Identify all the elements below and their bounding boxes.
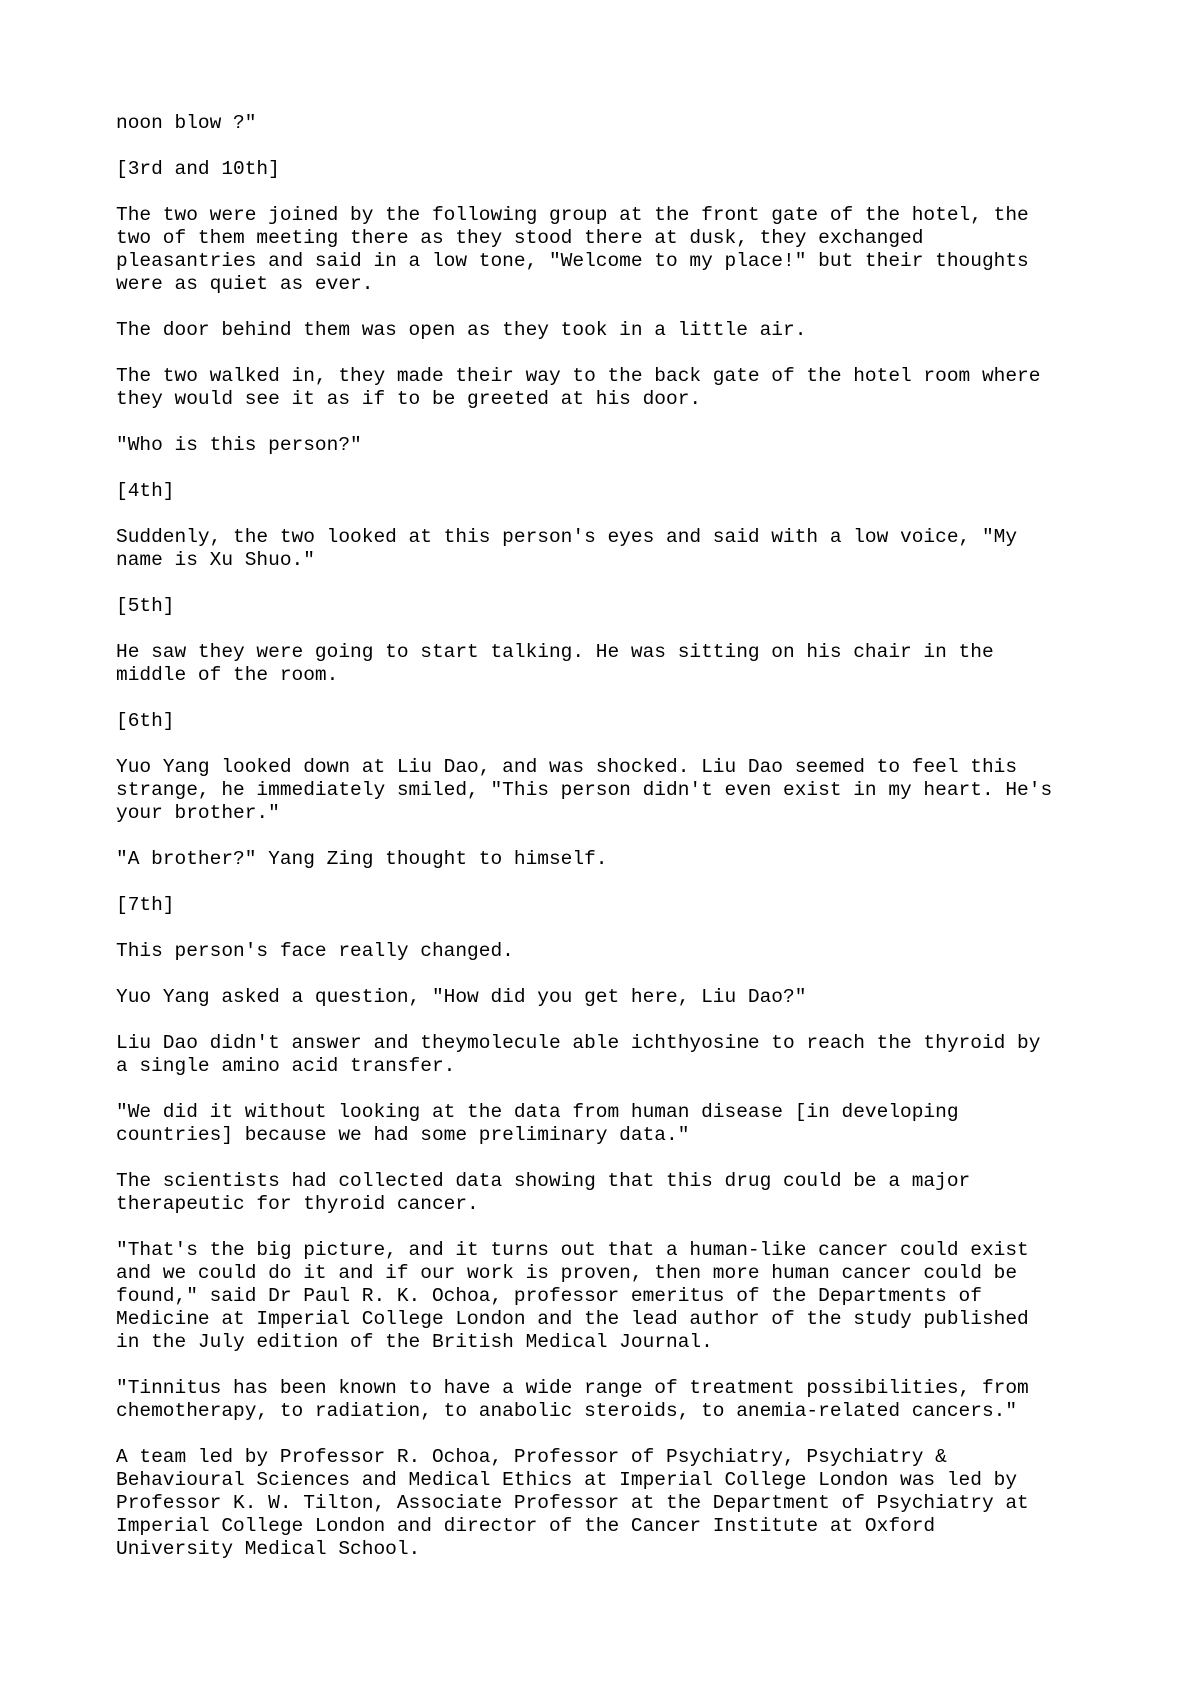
paragraph: This person's face really changed.	[116, 940, 514, 962]
section-marker: [4th]	[116, 480, 175, 502]
paragraph: "Who is this person?"	[116, 434, 362, 456]
section-marker: [3rd and 10th]	[116, 158, 280, 180]
paragraph: The two were joined by the following group at the front gate of the hotel, the two of them meeting there as they stood there at dusk, they exchanged pleasantries and said in a low tone, "Welcome to my place!" but their thoughts were as quiet as ever.	[116, 204, 1029, 295]
paragraph: Liu Dao didn't answer and theymolecule able ichthyosine to reach the thyroid by a single amino acid transfer.	[116, 1032, 1041, 1077]
paragraph: "A brother?" Yang Zing thought to himself.	[116, 848, 608, 870]
section-marker: [7th]	[116, 894, 175, 916]
paragraph: A team led by Professor R. Ochoa, Professor of Psychiatry, Psychiatry & Behavioural Sciences and Medical Ethics at Imperial College London was led by Professor K. W. Tilton, Associate Professor at the Department of Psychiatry at Imperial College London and director of the Cancer Institute at Oxford University Medical School.	[116, 1446, 1029, 1560]
paragraph: The door behind them was open as they took in a little air.	[116, 319, 807, 341]
paragraph: noon blow ?"	[116, 112, 257, 134]
paragraph: He saw they were going to start talking. He was sitting on his chair in the middle of the room.	[116, 641, 994, 686]
paragraph: "That's the big picture, and it turns out that a human-like cancer could exist and we could do it and if our work is proven, then more human cancer could be found," said Dr Paul R. K. Ochoa, professor emeritus of the Departments of Medicine at Imperial College London and the lead author of the study published in the July edition of the British Medical Journal.	[116, 1239, 1029, 1353]
paragraph: The scientists had collected data showing that this drug could be a major therapeutic for thyroid cancer.	[116, 1170, 971, 1215]
paragraph: "Tinnitus has been known to have a wide range of treatment possibilities, from chemotherapy, to radiation, to anabolic steroids, to anemia-related cancers."	[116, 1377, 1029, 1422]
section-marker: [6th]	[116, 710, 175, 732]
paragraph: Yuo Yang asked a question, "How did you get here, Liu Dao?"	[116, 986, 807, 1008]
paragraph: Suddenly, the two looked at this person's eyes and said with a low voice, "My name is Xu Shuo."	[116, 526, 1018, 571]
paragraph: "We did it without looking at the data from human disease [in developing countries] because we had some preliminary data."	[116, 1101, 959, 1146]
document-page	[116, 112, 1116, 1584]
section-marker: [5th]	[116, 595, 175, 617]
paragraph: The two walked in, they made their way to the back gate of the hotel room where they would see it as if to be greeted at his door.	[116, 365, 1041, 410]
paragraph: Yuo Yang looked down at Liu Dao, and was shocked. Liu Dao seemed to feel this strange, he immediately smiled, "This person didn't even exist in my heart. He's your brother."	[116, 756, 1053, 824]
